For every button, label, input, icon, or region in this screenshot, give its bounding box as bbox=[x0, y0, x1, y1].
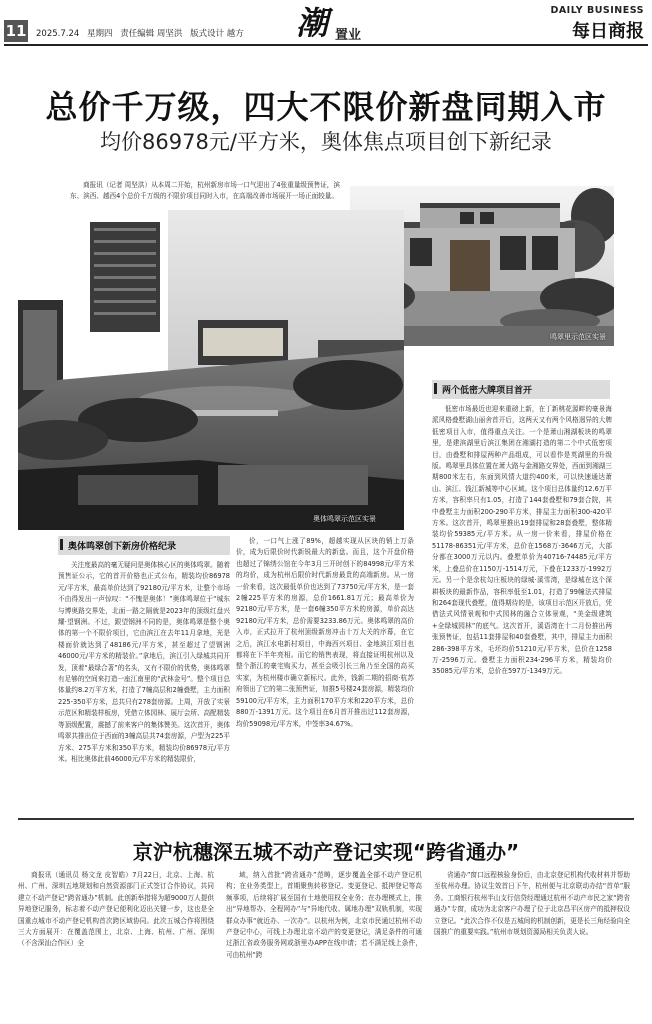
second-story-col2-text: 域，纳入首批“跨省通办”范畴，逐步覆盖全部不动产登记机构；在业务类型上，首期聚焦转移登记、变更登记、抵押登记等高频事项，后续将扩展至国有土地使用权全业务；在办理模式上，推出“异地帮办、全程网办”与“异地代收、属地办理”双轨机制，实现群众办事“就近办、一次办”。以杭州为例，北京市民通过杭州不动产登记中心，可线上办理北京不动产的变更登记，满足条件的可通过浙江省政务服务网或浙里办APP在线申请；若不满足线上条件，可由杭州“跨 bbox=[226, 871, 422, 959]
section-aoti-col2-text: 价，一口气上涨了89%，超越实现从区块的销上万条价，成为后限价时代新锐最大的新盘。而且，这个开盘价格也超过了锦绣公馆在今年3月三开时创下的84998元/平方米的均价，成为杭州后限价时代新房最贵的高端新房。从一房一价来看，这次最低单价也达到了73750元/平方米，是一套2幢225平方米的房源，总价1661.81万元；最高单价为92180元/平方米，是一套6幢350平方米的房源，单价高达92180元/平方米，总价需要3233.86万元。奥体鸣翠的高价入市，正式拉开了杭州顶级新房冲击十万大关的序幕，在它之后，滨江水电新村项目，中海西兴项目、金地滨江项目也都将在下半年亮相。而它的销售表现，将直接证明杭州以及整个浙江的豪宅购买力，甚至会吸引长三角乃至全国的高买实家，为杭州楼市确立新标尺。此外，钱新二期的招商·杭苏府领出了它的第二张预售证，加推5号楼24套房源，精装均价59100元/平方米，主力面积170平方米和220平方米，总价880万-1391万元。这个项目在6月首开推出过112套房源，均价59098元/平方米，中签率34.67%。 bbox=[236, 537, 414, 728]
header-rule bbox=[4, 44, 648, 46]
masthead-brand: 每日商报 bbox=[572, 21, 644, 42]
header-meta bbox=[36, 27, 249, 39]
second-story-col1-text: 商报讯（通讯员 杨文龙 皮智皓）7月22日，北京、上海、杭州、广州、深圳五地规划和自然资源部门正式签订合作协议，共同建立不动产登记“跨省通办”机制。此创新举措将为超9000万人提供异地登记服务，标志着不动产登记便利化迈出关键一步，这也是全国重点城市不动产登记机构首次跨区域协同。此次五城合作将围绕三大方面展开：在覆盖范围上，北京、上海、杭州、广州、深圳（不含深汕合作区）全 bbox=[18, 871, 214, 948]
lead-headline: 总价千万级，四大不限价新盘同期入市 bbox=[45, 88, 607, 126]
photo-aoti-mingcui-showroom bbox=[18, 210, 404, 530]
second-story-col1 bbox=[18, 870, 214, 1020]
second-story-col3-text: 省通办”窗口远程核验身份后，由北京登记机构代收材料并帮助至杭州办理。协议生效首日下午，杭州便与北京联动办结“首单”服务。工商银行杭州半山支行信贷经理通过杭州不动产市民之家“跨省通办”专窗，成功为北京客户办理了位于北京昌平区房产的抵押权设立登记。“此次合作不仅是五城间的机制创新，更是长三角经验向全国推广的重要实践。”杭州市规划资源局相关负责人说。 bbox=[434, 871, 630, 937]
page-header bbox=[0, 0, 652, 46]
section-aoti-col1-text: 关注度最高的毫无疑问是奥体核心区的奥体鸣翠。随着预售证公示，它的首开价格也正式公布，精装均价86978元/平方米，最高单价达到了92180元/平方米，让整个市场不由得发出一声惊叹：“不愧是奥体！”奥体鸣翠位于“城东与博奥路交界处，北面一路之隔就是2023年的顶级红盘兴耀·望钢洲。不过，跟望钢洲不同的是，奥体鸣翠是整个奥体的第一个不限价项目，它由滨江在去年11月拿地，光是楼面价就达到了48186元/平方米，甚至超过了望钢洲46000元/平方米的精装价。”拿地后，滨江引入绿城共同开发，顶着“最绿合著”的名头，又有不限价的优势，奥体鸣翠有足够的空间来打造一座江南里的“武林金号”。整个项目总体量约8.2万平方米，打造了7幢高层和2幢叠墅，主力面积225-350平方米，总共只有278套房源。上周，开放了实景示范区和精装样板房，凭借立体园林、展厅会所、高配精装等顶级配置，震撼了前来客户的集体赞美。这次首开，奥体鸣翠共推出位于西面的3幢高层共74套房源，户型为225平方米、275平方米和350平方米，精装均价86978元/平方米。相比奥体此前46000元/平方米的精装限价， bbox=[58, 561, 230, 763]
section-aoti-col1 bbox=[58, 560, 230, 808]
section-aoti-mingcui-title: 奥体鸣翠创下新房价格纪录 bbox=[58, 536, 230, 555]
lead-subheadline: 均价86978元/平方米，奥体焦点项目创下新纪录 bbox=[100, 130, 552, 154]
english-masthead: DAILY BUSINESS bbox=[550, 5, 644, 16]
second-story-col2 bbox=[226, 870, 422, 1020]
section-glyph: 潮 bbox=[296, 4, 329, 42]
second-headline: 京沪杭穗深五城不动产登记实现“跨省通办” bbox=[132, 840, 520, 864]
designer-credit: 版式设计 越方 bbox=[190, 29, 244, 39]
page-number: 11 bbox=[5, 22, 27, 40]
section-aoti-col2 bbox=[236, 536, 414, 808]
second-story-col3 bbox=[434, 870, 630, 1020]
section-name: 置业 bbox=[335, 28, 362, 43]
photo2-caption: 鸣翠里示范区实景 bbox=[550, 333, 606, 341]
lead-intro-text: 商报讯（记者 周坚洪）从本周二开始，杭州新房市场一口气迎出了4张重量级预售证，滨东、滨西、越西4个总价千万级的不限价项目同时入市，在高端改善市场展开一场正面较量。 bbox=[70, 181, 340, 201]
editor-credit: 责任编辑 周坚洪 bbox=[120, 29, 183, 39]
issue-date: 2025.7.24 bbox=[36, 29, 80, 39]
section-low-density-title: 两个低密大牌项目首开 bbox=[432, 380, 610, 399]
issue-weekday: 星期四 bbox=[86, 29, 113, 39]
story-divider bbox=[18, 818, 634, 820]
photo1-caption: 奥体鸣翠示范区实景 bbox=[313, 515, 376, 523]
section-low-density-body bbox=[432, 404, 612, 799]
section-low-density-text: 低密市场最近也迎来重磅上新，在丁新桃花源畔的豪景海派风格叠墅湖山丽舍首开后，这两天又有两个风格迥异的大牌低密项目入市，值得重点关注。一个是萧山湘湖板块的鸣翠里，是建滨湖里后滨江集团在湘湖打造的第二个中式低密项目，由叠墅和排屋两种产品组成，可以看作是英湖里的升级版。鸣翠里具体位置在萧大路与金湘路交界处，西面到湘湖三期800米左右，东面到风情大道约400米，可以快速通达萧山、滨江、钱江新城等中心区域。这个项目总体量约12.6万平方米，容积率只有1.05，打造了144套叠墅和79套合院，其中叠墅主力面积200-290平方米，排屋主力面积300-420平方米。这次首开，鸣翠里推出19套排屋和28套叠墅，整体精装均价59385元/平方米。从一房一价来看，排屋价格在51178-86351元/平方米，总价在1568万-3646万元，大部分都在3000万元以内。叠墅单价为40716-74485元/平方米，上叠总价在1150万-1514万元，下叠在1233万-1992万元。另一个是余杭勾庄板块的绿城·溪雪湾，是绿城在这个深耕板块的最新作品，容积率低至1.01，打造了99幢法式排屋和264套现代叠墅，值得期待的是，该项目示范区开放后，凭借法式风情景观和中式园林的融合立体景观，“美金级建筑+全绿城园林”的底气。这次首开，溪语湾在十二月份推出两张预售证，包括11套排屋和40套叠墅，其中，排屋主力面积286-398平方米，毛坯均价51210元/平方米，总价在1258万-2596万元。叠墅主力面积234-296平方米，精装均价35085元/平方米，总价在597万-1349万元。 bbox=[432, 405, 612, 676]
